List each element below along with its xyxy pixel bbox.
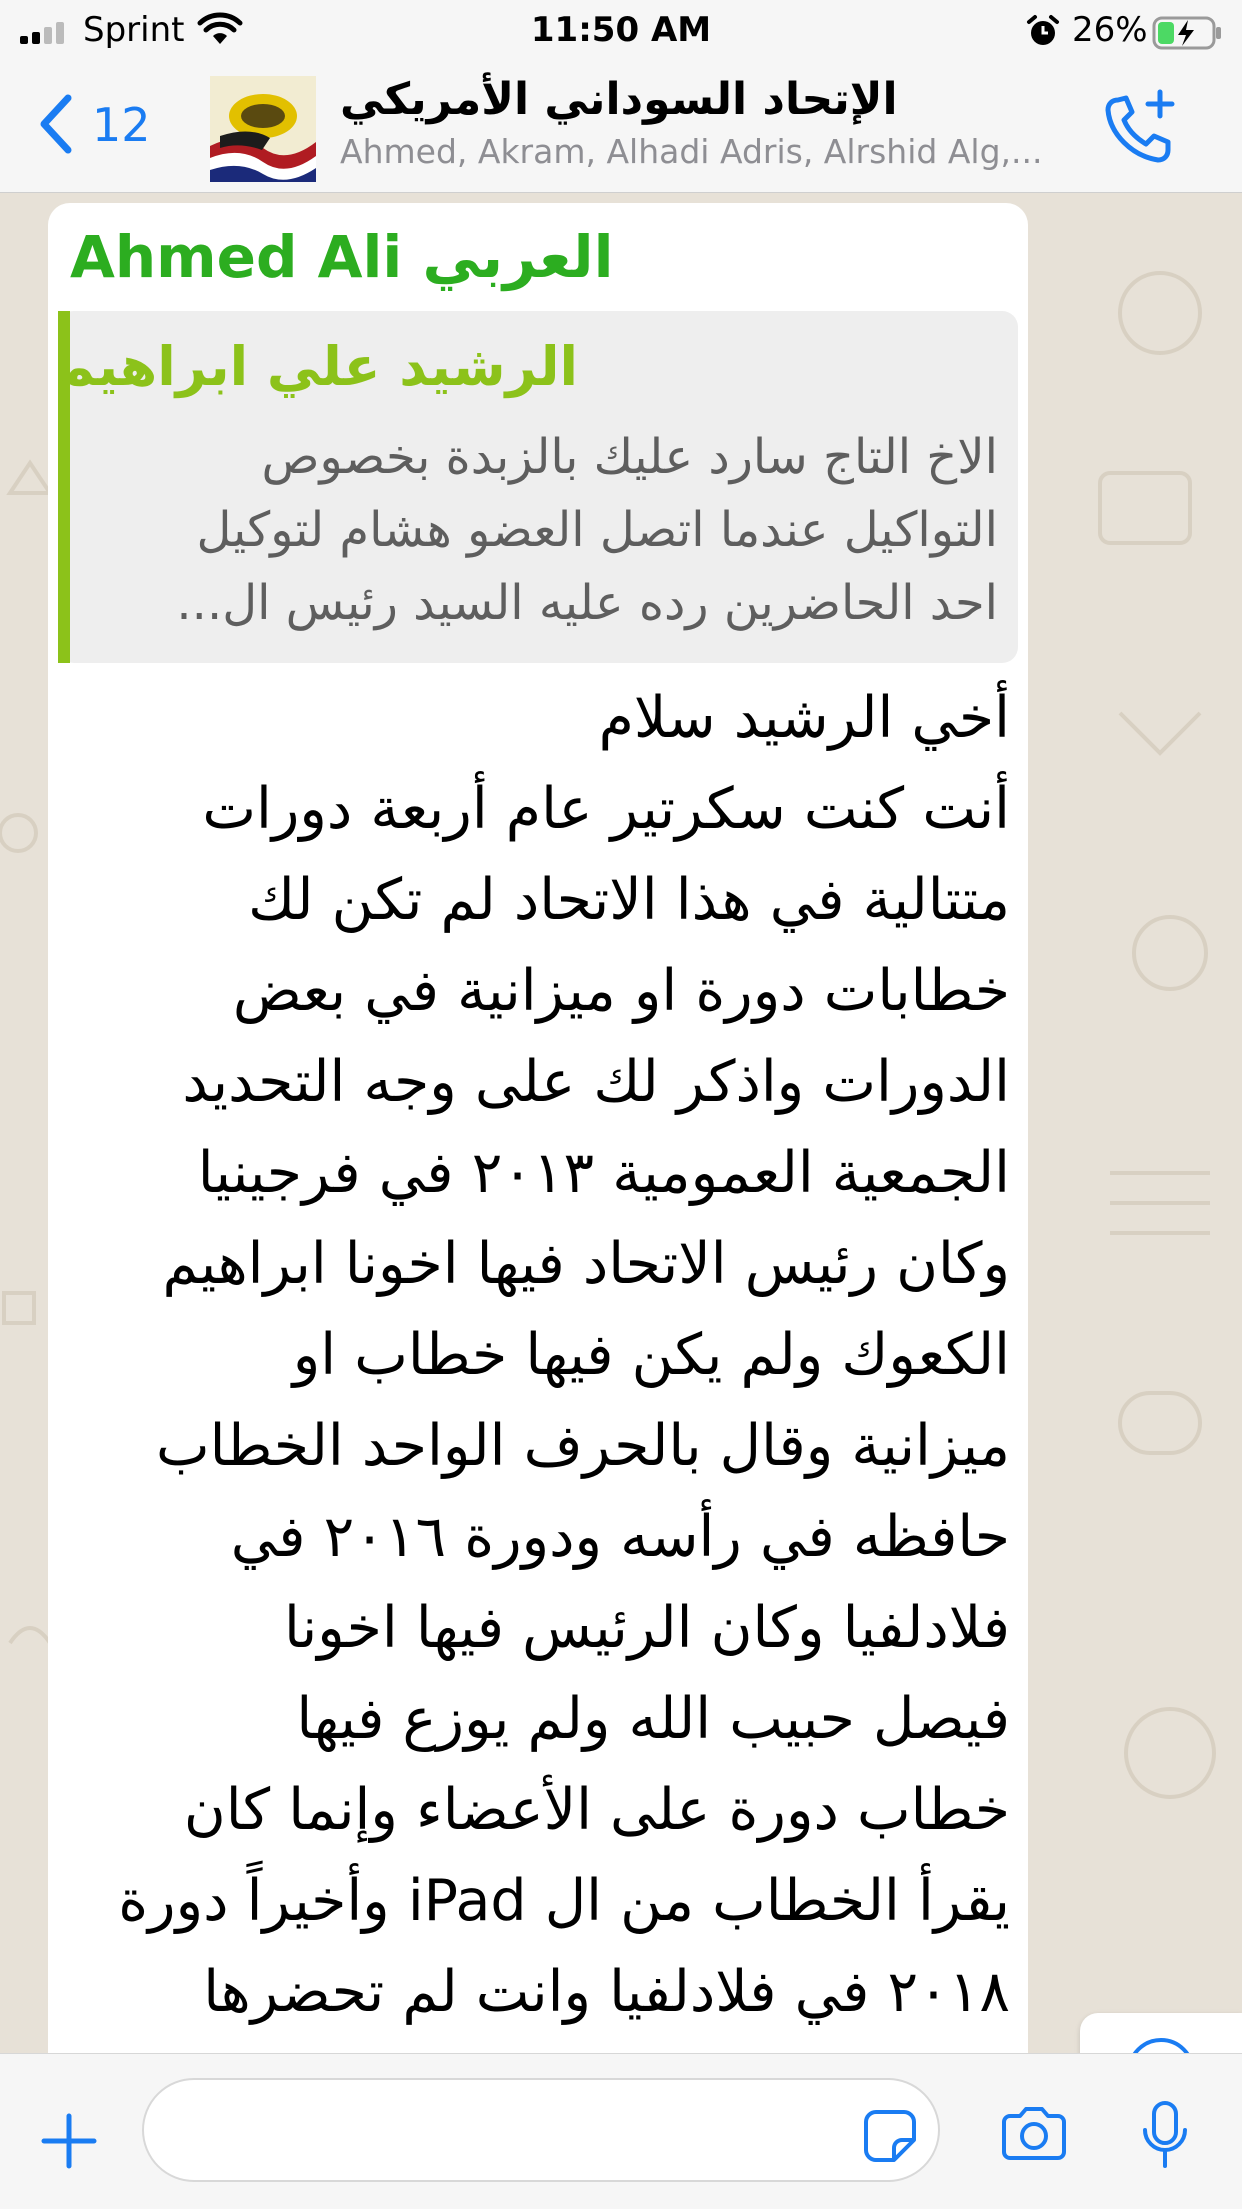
message-line: ٢٠١٨ في فلادلفيا وانت لم تحضرها [203,1959,1010,2025]
battery-percent: 26% [1072,10,1148,50]
back-chevron-icon[interactable] [36,92,76,156]
group-title[interactable]: الإتحاد السوداني الأمريكي [340,74,898,125]
message-text-input[interactable] [142,2078,940,2182]
chat-area[interactable] [0,193,1242,2053]
message-line: وكان رئيس الاتحاد فيها اخونا ابراهيم [162,1231,1010,1297]
camera-icon[interactable] [998,2106,1070,2162]
message-line: أنت كنت سكرتير عام أربعة دورات [202,776,1010,842]
message-line: متتالية في هذا الاتحاد لم تكن لك [248,867,1010,933]
message-bubble[interactable] [48,203,1028,2103]
group-avatar[interactable] [210,76,316,182]
group-members[interactable]: Ahmed, Akram, Alhadi Adris, Alrshid Alg,... [340,132,1043,171]
message-sender[interactable]: Ahmed Ali العربي [70,223,614,291]
sticker-icon[interactable] [862,2108,918,2164]
status-bar [0,0,1242,62]
carrier-name: Sprint [83,10,185,50]
message-line: ميزانية وقال بالحرف الواحد الخطاب [155,1413,1010,1479]
message-line: أخي الرشيد سلام [598,685,1010,751]
quote-author: الرشيد علي ابراهيم [55,335,578,398]
message-body [68,673,1010,2129]
status-time: 11:50 AM [530,10,712,50]
battery-charging-icon [1152,16,1224,50]
chat-header [0,62,1242,193]
message-line: الدورات واذكر لك على وجه التحديد [182,1049,1010,1115]
alarm-icon [1026,14,1060,48]
plus-icon[interactable] [40,2112,98,2170]
message-line: حافظه في رأسه ودورة ٢٠١٦ في [230,1504,1010,1570]
quote-line: الاخ التاج سارد عليك بالزبدة بخصوص [261,429,998,485]
back-unread-count[interactable]: 12 [92,98,151,152]
quote-line: احد الحاضرين رده عليه السيد رئيس ال... [176,575,998,631]
quote-text [98,421,998,640]
add-call-icon[interactable] [1100,88,1180,168]
message-line: فيصل حبيب الله ولم يوزع فيها [296,1686,1010,1752]
message-line: خطابات دورة او ميزانية في بعض [232,958,1010,1024]
message-line: خطاب دورة على الأعضاء وإنما كان [183,1777,1010,1843]
microphone-icon[interactable] [1140,2100,1190,2170]
message-line: فلادلفيا وكان الرئيس فيها اخونا [284,1595,1010,1661]
quote-line: التواكيل عندما اتصل العضو هشام لتوكيل [196,502,998,558]
quoted-reply[interactable] [55,311,1018,663]
message-line: الجمعية العمومية ٢٠١٣ في فرجينيا [197,1140,1010,1206]
message-line: يقرأ الخطاب من ال iPad وأخيراً دورة [118,1868,1010,1934]
message-input-bar [0,2053,1242,2209]
message-line: الكعوك ولم يكن فيها خطاب او [292,1322,1010,1388]
